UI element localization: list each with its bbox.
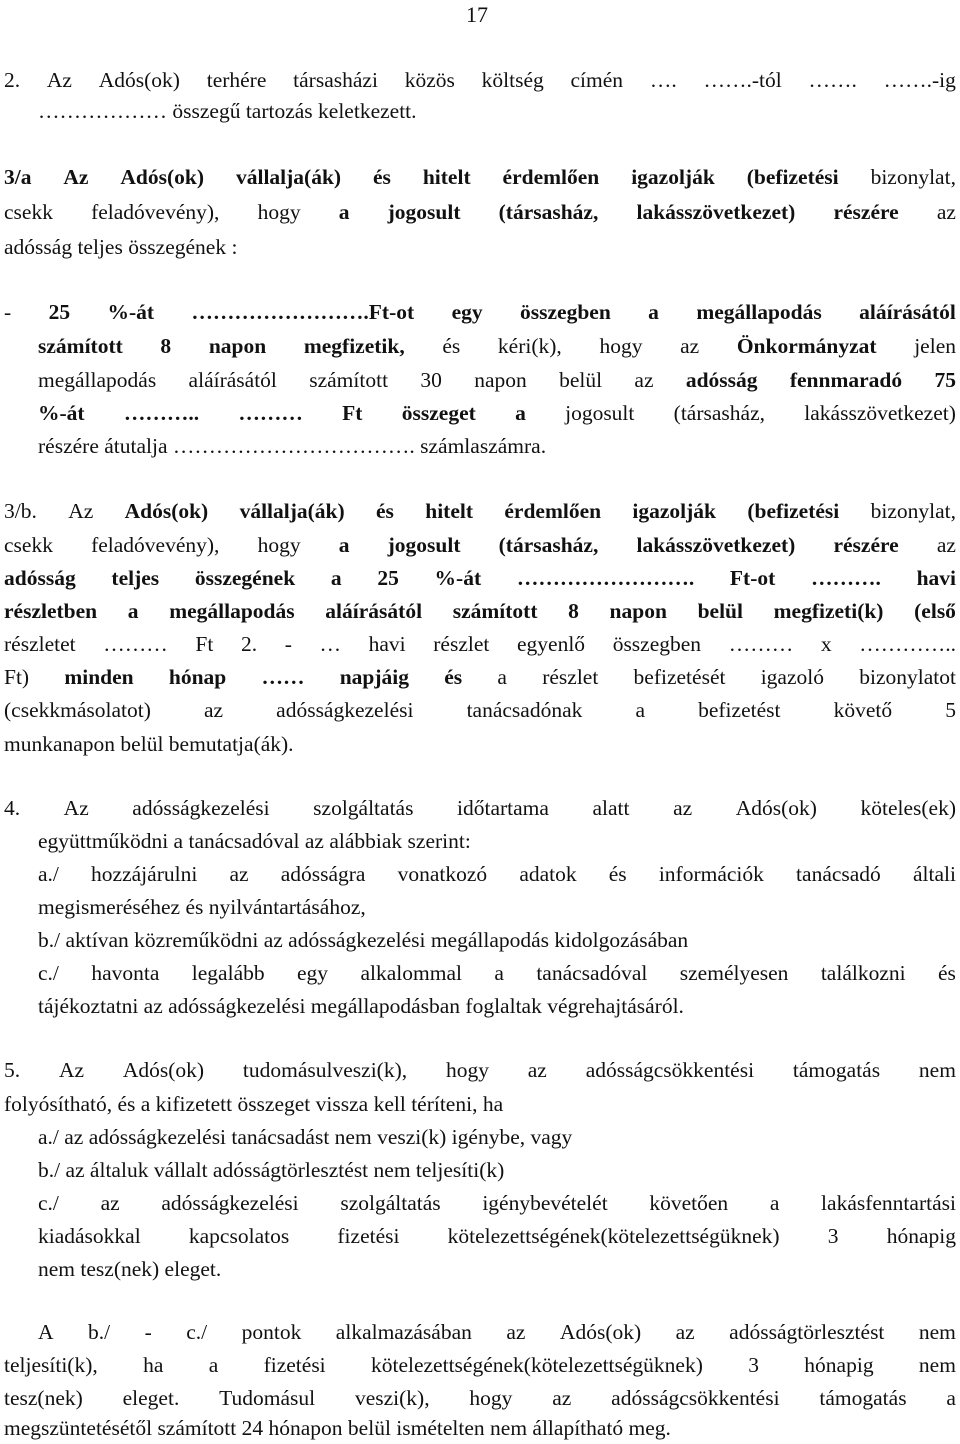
word: támogatás <box>819 1386 907 1410</box>
word: csekk <box>4 200 53 224</box>
word: …………………….Ft-ot <box>191 300 415 324</box>
word: alatt <box>592 796 630 820</box>
word: és <box>373 165 391 189</box>
word: Adós(ok) <box>124 499 209 523</box>
para-3a-item-line-3 <box>38 370 956 392</box>
word: %-át <box>38 401 85 425</box>
word: terhére <box>206 68 267 92</box>
word: minden <box>64 665 134 689</box>
word: az <box>675 1320 695 1344</box>
word: megállapodás <box>169 599 295 623</box>
word: kötelezettségének(kötelezettségüknek) <box>370 1353 703 1377</box>
word: aláírásától <box>859 300 956 324</box>
word: igazolják <box>631 165 715 189</box>
word: (befizetési <box>746 165 839 189</box>
word: adósságtörlesztést <box>729 1320 885 1344</box>
word: feladóvevény), <box>91 200 220 224</box>
word: számított <box>309 368 389 392</box>
para-3b-line-2 <box>4 535 956 557</box>
word: adósságkezelési <box>161 1191 299 1215</box>
word: 2. <box>240 632 258 656</box>
word: megfizetik, <box>303 334 405 358</box>
para-3a-item-line-1 <box>4 302 956 324</box>
word: a <box>494 961 504 985</box>
para-5-item-b: b./ az általuk vállalt adósságtörlesztést nem teljesíti(k) <box>38 1158 505 1182</box>
word: jogosult <box>565 401 635 425</box>
word: nem <box>918 1058 956 1082</box>
word: aláírásától <box>325 599 423 623</box>
word: hogy <box>469 1386 513 1410</box>
word: részletben <box>4 599 98 623</box>
word: igazolják <box>632 499 717 523</box>
word: a./ <box>38 862 59 886</box>
word: ha <box>143 1353 164 1377</box>
para-4-line-1 <box>4 798 956 820</box>
word: a <box>338 200 350 224</box>
word: az <box>680 334 700 358</box>
word: bizonylat, <box>870 165 956 189</box>
word: legalább <box>191 961 265 985</box>
word: - <box>4 300 12 324</box>
word: csekk <box>4 533 53 557</box>
word: belül <box>697 599 743 623</box>
word: a <box>127 599 139 623</box>
para-3b-line-7 <box>4 700 956 722</box>
word: követően <box>649 1191 729 1215</box>
word: alkalommal <box>360 961 462 985</box>
word: Az <box>46 68 72 92</box>
word: … <box>319 632 341 656</box>
word: hitelt <box>422 165 471 189</box>
word: az <box>673 796 693 820</box>
word: nem <box>918 1353 956 1377</box>
word: közös <box>404 68 455 92</box>
word: Az <box>63 165 89 189</box>
para-3a-item-line-4 <box>38 403 956 425</box>
word: napon <box>474 368 527 392</box>
para-4-item-a-line-1 <box>38 864 956 886</box>
word: kötelezettségének(kötelezettségüknek) <box>447 1224 780 1248</box>
word: hónapig <box>886 1224 956 1248</box>
para-3a-line-3: adósság teljes összegének : <box>4 235 238 259</box>
para-3b-line-1 <box>4 501 956 523</box>
word: 2. <box>4 68 21 92</box>
para-3a-item-line-2 <box>38 336 956 358</box>
word: hozzájárulni <box>91 862 198 886</box>
word: kéri(k), <box>497 334 562 358</box>
word: %-át <box>107 300 155 324</box>
word: …….-tól <box>703 68 782 92</box>
word: az <box>634 368 654 392</box>
word: veszi(k), <box>354 1386 430 1410</box>
word: 8 <box>568 599 579 623</box>
word: a <box>769 1191 780 1215</box>
word: a <box>330 566 342 590</box>
word: 3/a <box>4 165 32 189</box>
word: - <box>144 1320 152 1344</box>
word: aláírásától <box>188 368 277 392</box>
word: vonatkozó <box>397 862 488 886</box>
word: teljes <box>111 566 160 590</box>
word: Ft) <box>4 665 30 689</box>
word: és <box>444 665 463 689</box>
word: 5. <box>4 1058 21 1082</box>
word: egyenlő <box>517 632 586 656</box>
word: részlet <box>433 632 490 656</box>
word: igénybevételét <box>482 1191 608 1215</box>
word: a <box>208 1353 219 1377</box>
word: …… <box>261 665 305 689</box>
word: b./ <box>88 1320 111 1344</box>
word: befizetést <box>698 698 781 722</box>
word: az <box>506 1320 526 1344</box>
word: fizetési <box>337 1224 400 1248</box>
word: ………. <box>810 566 881 590</box>
word: tanácsadónak <box>466 698 583 722</box>
word: (csekkmásolatot) <box>4 698 151 722</box>
word: adósságcsökkentési <box>611 1386 780 1410</box>
word: információk <box>658 862 764 886</box>
para-3a-line-2 <box>4 202 956 224</box>
para-3b-line-3 <box>4 568 956 590</box>
word: adósságkezelési <box>132 796 270 820</box>
word: társasházi <box>293 68 378 92</box>
para-5-item-c-line-1 <box>38 1193 956 1215</box>
word: jogosult <box>387 200 461 224</box>
word: tudomásulveszi(k), <box>242 1058 408 1082</box>
word: személyesen <box>679 961 789 985</box>
word: napon <box>208 334 267 358</box>
word: hogy <box>257 200 301 224</box>
word: a <box>497 665 507 689</box>
word: c./ <box>38 1191 59 1215</box>
word: …. <box>649 68 677 92</box>
para-2-line-2: ……………… összegű tartozás keletkezett. <box>38 99 417 123</box>
word: összegben <box>612 632 702 656</box>
word: havi <box>368 632 406 656</box>
word: alkalmazásában <box>335 1320 472 1344</box>
word: Ft-ot <box>729 566 776 590</box>
word: számított <box>452 599 538 623</box>
word: egy <box>297 961 329 985</box>
para-6-line-2 <box>4 1355 956 1377</box>
para-2-line-1 <box>4 70 956 92</box>
word: hogy <box>599 334 643 358</box>
word: részére <box>833 533 899 557</box>
word: ……….. <box>123 401 200 425</box>
word: 25 <box>48 300 71 324</box>
word: lakásszövetkezet) <box>636 200 796 224</box>
word: lakásszövetkezet) <box>804 401 956 425</box>
word: feladóvevény), <box>91 533 220 557</box>
word: igazoló <box>760 665 824 689</box>
para-6-line-3 <box>4 1388 956 1410</box>
word: x <box>820 632 832 656</box>
word: tanácsadóval <box>536 961 648 985</box>
para-3a-item-line-5: részére átutalja ……………………………. számlaszámra. <box>38 434 547 458</box>
para-3a-line-1 <box>4 167 956 189</box>
word: adósságkezelési <box>276 698 414 722</box>
word: az <box>936 533 956 557</box>
word: c./ <box>186 1320 208 1344</box>
word: érdemlően <box>502 165 600 189</box>
word: bizonylat, <box>870 499 956 523</box>
word: ……… <box>103 632 168 656</box>
word: 3 <box>827 1224 839 1248</box>
word: és <box>608 862 627 886</box>
word: tanácsadó <box>796 862 881 886</box>
word: (befizetési <box>747 499 840 523</box>
word: belül <box>559 368 603 392</box>
para-5-line-1 <box>4 1060 956 1082</box>
word: általi <box>912 862 956 886</box>
para-6-line-4: megszüntetésétől számított 24 hónapon belül ismételten nem állapítható meg. <box>4 1416 671 1440</box>
word: a <box>635 698 646 722</box>
word: részlet <box>542 665 599 689</box>
para-3b-line-8: munkanapon belül bemutatja(ák). <box>4 732 294 756</box>
word: (társasház, <box>498 533 599 557</box>
word: fizetési <box>263 1353 326 1377</box>
word: és <box>938 961 956 985</box>
word: adósságra <box>280 862 366 886</box>
word: Adós(ok) <box>559 1320 642 1344</box>
word: lakásszövetkezet) <box>636 533 796 557</box>
word: ……………………. <box>516 566 695 590</box>
word: megállapodás <box>38 368 157 392</box>
word: megállapodás <box>696 300 822 324</box>
word: Adós(ok) <box>98 68 180 92</box>
word: adósság <box>4 566 76 590</box>
word: 4. <box>4 796 21 820</box>
word: Ft <box>195 632 214 656</box>
word: Adós(ok) <box>735 796 817 820</box>
word: ………….. <box>859 632 956 656</box>
word: az <box>203 698 224 722</box>
word: összegben <box>520 300 611 324</box>
word: Az <box>68 499 94 523</box>
word: (társasház, <box>673 401 765 425</box>
word: lakásfenntartási <box>821 1191 956 1215</box>
word: egy <box>451 300 483 324</box>
word: és <box>442 334 461 358</box>
word: a <box>338 533 350 557</box>
word: érdemlően <box>504 499 602 523</box>
word: (első <box>914 599 956 623</box>
word: nem <box>918 1320 956 1344</box>
word: ……. <box>808 68 857 92</box>
word: hogy <box>445 1058 489 1082</box>
word: 25 <box>377 566 399 590</box>
word: A <box>38 1320 54 1344</box>
word: 8 <box>160 334 172 358</box>
word: támogatás <box>792 1058 881 1082</box>
word: Ft <box>342 401 363 425</box>
page-number: 17 <box>466 2 488 27</box>
word: 30 <box>420 368 442 392</box>
para-5-item-c-line-3: nem tesz(nek) eleget. <box>38 1257 222 1281</box>
word: az <box>527 1058 547 1082</box>
word: adósság <box>685 368 758 392</box>
word: Önkormányzat <box>736 334 877 358</box>
para-3b-line-4 <box>4 601 956 623</box>
word: 3/b. <box>4 499 37 523</box>
word: az <box>229 862 249 886</box>
word: számított <box>38 334 123 358</box>
word: %-át <box>434 566 482 590</box>
word: az <box>552 1386 572 1410</box>
word: kiadásokkal <box>38 1224 141 1248</box>
word: az <box>936 200 956 224</box>
word: hónapig <box>804 1353 874 1377</box>
word: hónap <box>168 665 227 689</box>
word: befizetését <box>633 665 726 689</box>
word: …….-ig <box>883 68 956 92</box>
word: hogy <box>257 533 301 557</box>
word: napjáig <box>339 665 410 689</box>
word: vállalja(ák) <box>239 499 345 523</box>
word: bizonylatot <box>859 665 956 689</box>
word: fennmaradó <box>789 368 903 392</box>
word: szolgáltatás <box>340 1191 441 1215</box>
word: köteles(ek) <box>860 796 956 820</box>
word: Tudomásul <box>219 1386 316 1410</box>
word: összegének <box>194 566 296 590</box>
word: Adós(ok) <box>122 1058 205 1082</box>
para-4-item-b: b./ aktívan közreműködni az adósságkezelési megállapodás kidolgozásában <box>38 928 689 952</box>
word: - <box>284 632 292 656</box>
para-3b-line-6 <box>4 667 956 689</box>
word: részletet <box>4 632 76 656</box>
word: jogosult <box>387 533 461 557</box>
word: az <box>100 1191 120 1215</box>
word: kapcsolatos <box>188 1224 290 1248</box>
word: jelen <box>914 334 956 358</box>
word: eleget. <box>122 1386 180 1410</box>
word: havi <box>916 566 956 590</box>
word: napon <box>609 599 667 623</box>
word: adósságcsökkentési <box>585 1058 755 1082</box>
word: havonta <box>91 961 160 985</box>
word: ……… <box>728 632 794 656</box>
word: követő <box>833 698 893 722</box>
word: adatok <box>519 862 577 886</box>
word: pontok <box>241 1320 302 1344</box>
word: találkozni <box>820 961 906 985</box>
word: a <box>515 401 526 425</box>
word: 3 <box>748 1353 759 1377</box>
word: c./ <box>38 961 59 985</box>
word: költség <box>481 68 544 92</box>
word: hitelt <box>425 499 474 523</box>
word: (társasház, <box>498 200 599 224</box>
para-5-item-c-line-2 <box>38 1226 956 1248</box>
para-4-line-2: együttműködni a tanácsadóval az alábbiak szerint: <box>38 829 471 853</box>
para-3b-line-5 <box>4 634 956 656</box>
word: megfizeti(k) <box>773 599 884 623</box>
word: Adós(ok) <box>120 165 205 189</box>
word: ……… <box>238 401 303 425</box>
word: összeget <box>401 401 476 425</box>
word: Az <box>58 1058 85 1082</box>
para-5-item-a: a./ az adósságkezelési tanácsadást nem veszi(k) igénybe, vagy <box>38 1125 573 1149</box>
para-5-line-2: folyósítható, és a kifizetett összeget vissza kell téríteni, ha <box>4 1092 504 1116</box>
word: időtartama <box>457 796 549 820</box>
word: Az <box>63 796 89 820</box>
word: vállalja(ák) <box>235 165 342 189</box>
word: tesz(nek) <box>4 1386 83 1410</box>
para-4-item-a-line-2: megismeréséhez és nyilvántartásához, <box>38 895 366 919</box>
word: a <box>946 1386 956 1410</box>
word: teljesíti(k), <box>4 1353 98 1377</box>
word: 75 <box>934 368 956 392</box>
word: címén <box>570 68 624 92</box>
word: és <box>376 499 394 523</box>
word: szolgáltatás <box>313 796 414 820</box>
word: részére <box>833 200 899 224</box>
para-4-item-c-line-2: tájékoztatni az adósságkezelési megállapodásban foglaltak végrehajtásáról. <box>38 994 684 1018</box>
para-4-item-c-line-1 <box>38 963 956 985</box>
para-6-line-1 <box>38 1322 956 1344</box>
word: 5 <box>945 698 956 722</box>
word: a <box>648 300 659 324</box>
